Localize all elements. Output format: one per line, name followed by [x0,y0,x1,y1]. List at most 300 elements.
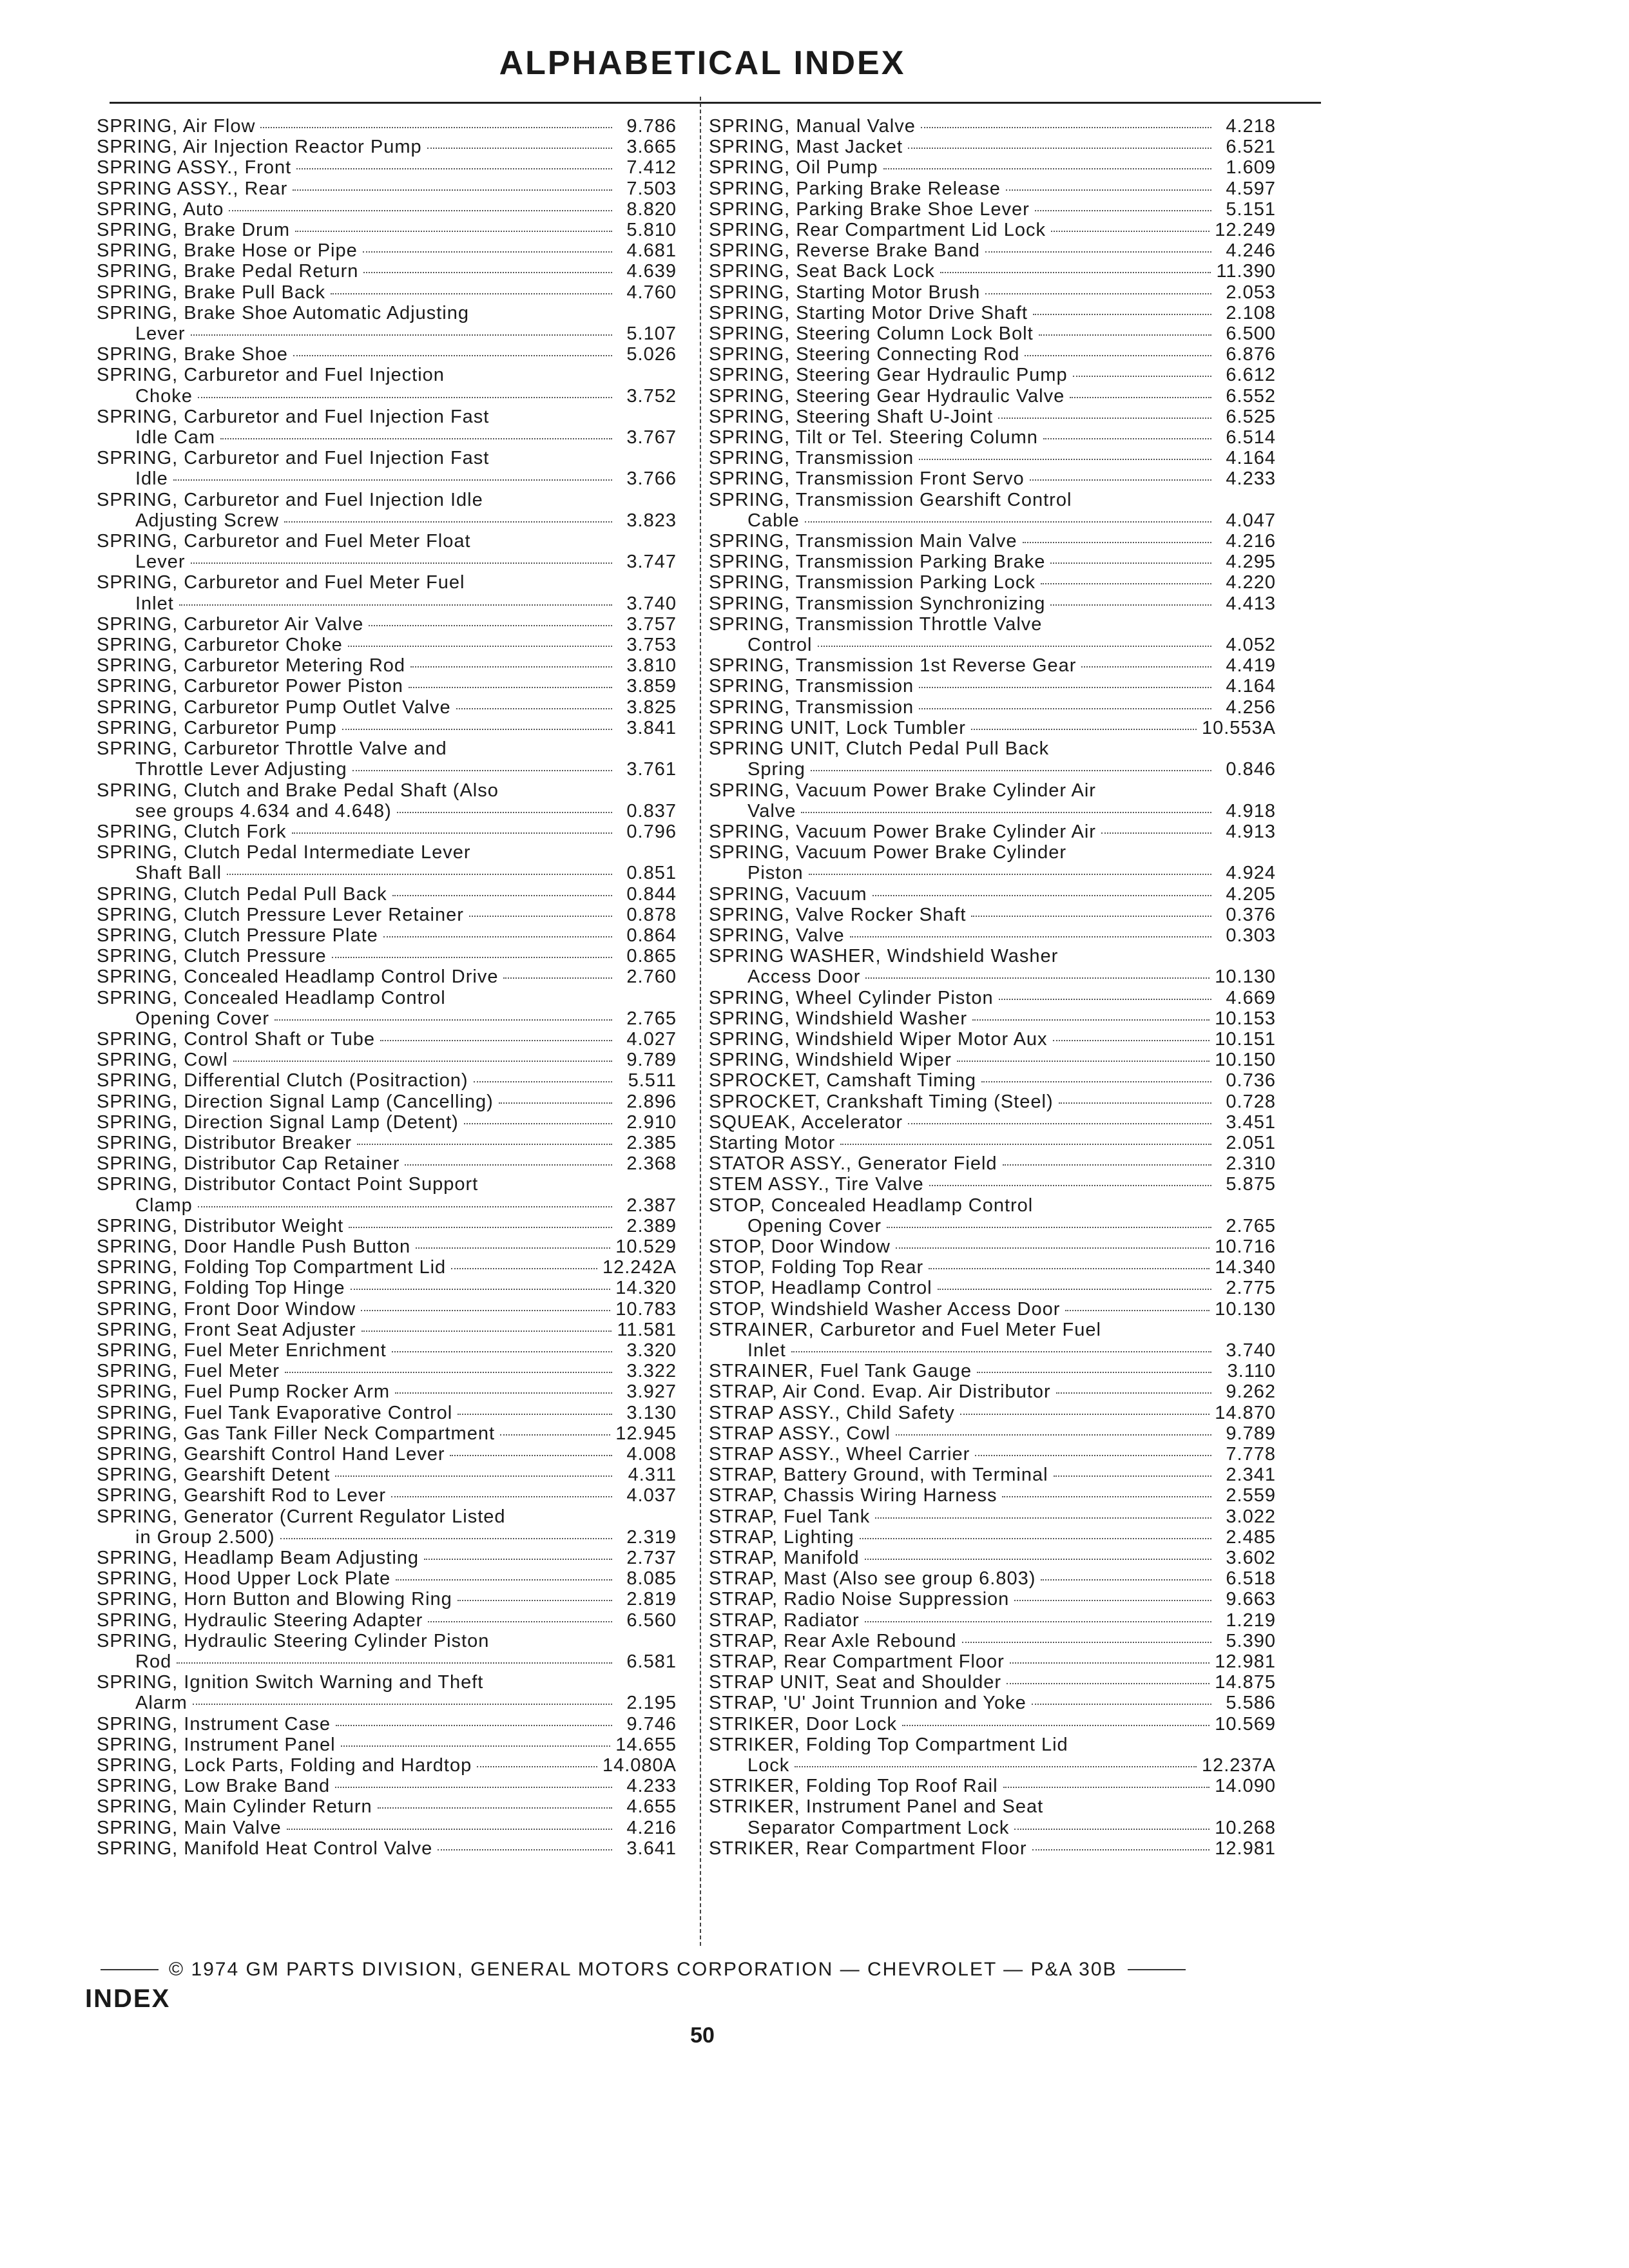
dot-leader [801,812,1211,813]
dot-leader [499,1102,612,1104]
index-entry [709,1361,1276,1381]
group-number: 10.151 [1215,1028,1276,1050]
dot-leader [503,977,612,979]
group-number: 0.865 [626,946,677,967]
group-number: 6.581 [626,1651,677,1673]
group-number: 10.783 [615,1298,677,1320]
index-column-left [97,116,677,1859]
index-entry [97,1403,677,1423]
entry-line [97,386,677,407]
entry-text: STRAP ASSY., Cowl [709,1423,891,1444]
entry-text: Inlet [747,1340,786,1361]
entry-line [97,407,677,427]
entry-text: Control [747,635,813,656]
entry-text: SPRING, Carburetor Throttle Valve and [97,738,447,760]
dot-leader [1073,376,1211,377]
dot-leader [383,936,612,937]
entry-line [709,780,1276,801]
group-number: 12.945 [615,1423,677,1444]
group-number: 0.864 [626,925,677,946]
index-entry [709,1133,1276,1153]
dot-leader [229,210,612,211]
index-entry [709,1008,1276,1029]
group-number: 5.026 [626,344,677,365]
entry-line [97,614,677,635]
entry-text: see groups 4.634 and 4.648) [135,800,392,822]
index-entry [709,905,1276,925]
entry-line [709,240,1276,261]
entry-line [709,1631,1276,1651]
entry-line [97,842,677,863]
dot-leader [227,874,612,875]
entry-text: SPRING, Carburetor and Fuel Injection Idle [97,489,483,510]
index-entry [97,572,677,613]
entry-line [709,1216,1276,1236]
dot-leader [1041,583,1211,584]
dot-leader [351,1289,611,1290]
entry-text: SPRING, Steering Gear Hydraulic Valve [709,385,1065,407]
entry-text: SPRING, Vacuum Power Brake Cylinder Air [709,821,1096,842]
entry-line [709,178,1276,199]
entry-line [709,1195,1276,1216]
entry-line [97,1818,677,1838]
dot-leader [293,355,612,356]
entry-text: SPRING, Gas Tank Filler Neck Compartment [97,1423,496,1444]
entry-line [709,822,1276,842]
index-entry [709,178,1276,199]
entry-text: STRAINER, Fuel Tank Gauge [709,1361,972,1382]
entry-line [709,759,1276,780]
entry-line [97,1133,677,1153]
group-number: 2.108 [1226,302,1276,323]
index-entry [709,1444,1276,1465]
index-entry [709,925,1276,946]
index-entry [709,1610,1276,1631]
entry-text: SPRING, Differential Clutch (Positraction) [97,1070,468,1091]
group-number: 4.164 [1226,448,1276,469]
dot-leader [287,1829,612,1830]
group-number: 10.130 [1215,966,1276,988]
dot-leader [960,1414,1210,1415]
group-number: 11.390 [1216,261,1276,282]
entry-line [97,966,677,987]
dot-leader [173,479,612,481]
group-number: 14.655 [615,1734,677,1755]
entry-text: Idle [135,468,168,490]
dot-leader [999,999,1211,1000]
index-entry [709,676,1276,697]
entry-line [709,1838,1276,1859]
entry-text: SPRING, Steering Shaft U-Joint [709,406,993,427]
index-entry [709,1070,1276,1091]
entry-line [97,1320,677,1340]
group-number: 4.924 [1226,863,1276,884]
index-entry [709,1381,1276,1402]
dot-leader [395,1392,612,1394]
footer-rule-right [1128,1969,1186,1970]
index-entry [97,178,677,199]
index-entry [97,635,677,655]
group-number: 4.037 [626,1485,677,1506]
dot-leader [921,127,1211,128]
dot-leader [363,251,612,253]
dot-leader [1081,666,1211,668]
entry-text: in Group 2.500) [135,1526,275,1548]
dot-leader [378,1807,612,1809]
index-entry [97,1444,677,1465]
entry-text: Opening Cover [135,1008,270,1029]
entry-line [97,1796,677,1817]
index-entry [97,905,677,925]
dot-leader [352,770,612,771]
entry-text: Spring [747,759,805,780]
dot-leader [335,1787,612,1788]
entry-line [709,1008,1276,1029]
group-number: 10.268 [1215,1817,1276,1838]
group-number: 12.249 [1215,220,1276,241]
index-entry [97,614,677,635]
group-number: 8.085 [626,1568,677,1590]
entry-text: SPRING, Clutch Pedal Pull Back [97,883,387,905]
index-entry [709,365,1276,385]
entry-text: SPRING, Direction Signal Lamp (Cancelling) [97,1091,494,1112]
dot-leader [929,1185,1211,1186]
index-entry [709,468,1276,489]
index-entry [97,1465,677,1485]
entry-line [709,468,1276,489]
entry-text: Piston [747,863,804,884]
entry-line [709,282,1276,303]
entry-line [709,427,1276,448]
entry-line [97,1153,677,1174]
entry-line [97,925,677,946]
entry-text: SPRING, Instrument Panel [97,1734,336,1755]
dot-leader [1030,479,1211,481]
dot-leader [919,459,1211,460]
entry-text: STRAP, Lighting [709,1526,854,1548]
dot-leader [938,1289,1211,1290]
index-entry [709,137,1276,157]
group-number: 4.413 [1226,593,1276,614]
index-entry [709,240,1276,261]
group-number: 12.981 [1215,1838,1276,1859]
entry-line [97,1693,677,1713]
entry-text: SPRING, Air Flow [97,116,256,137]
entry-text: SPRING, Reverse Brake Band [709,240,980,262]
dot-leader [342,729,612,730]
group-number: 6.552 [1226,385,1276,407]
entry-text: SPRING, Clutch and Brake Pedal Shaft (Also [97,780,499,801]
entry-text: STRAP, Mast (Also see group 6.803) [709,1568,1036,1590]
entry-text: STRAP UNIT, Seat and Shoulder [709,1672,1002,1693]
entry-text: SPRING, Valve Rocker Shaft [709,904,967,925]
entry-line [97,801,677,822]
dot-leader [975,1455,1211,1456]
entry-line [709,988,1276,1008]
index-entry [709,655,1276,676]
index-entry [709,884,1276,905]
group-number: 10.153 [1215,1008,1276,1029]
entry-line [709,1361,1276,1381]
entry-line [97,1403,677,1423]
entry-line [709,676,1276,697]
entry-line [709,884,1276,905]
group-number: 3.767 [626,427,677,448]
entry-line [709,1527,1276,1548]
entry-line [97,572,677,593]
group-number: 14.320 [615,1278,677,1299]
dot-leader [285,1372,612,1373]
entry-text: SPRING, Transmission [709,448,914,469]
group-number: 2.319 [626,1526,677,1548]
dot-leader [416,1247,610,1249]
group-number: 2.389 [626,1215,677,1236]
entry-line [709,1796,1276,1817]
dot-leader [940,272,1211,273]
dot-leader [191,562,612,564]
entry-line [97,905,677,925]
entry-text: STOP, Headlamp Control [709,1278,932,1299]
dot-leader [193,1704,612,1705]
index-entry [97,1236,677,1257]
entry-line [97,157,677,178]
entry-line [97,1651,677,1672]
index-entry [709,1236,1276,1257]
index-entry [97,1153,677,1174]
entry-line [709,261,1276,282]
index-entry [97,1029,677,1050]
entry-text: SPRING UNIT, Clutch Pedal Pull Back [709,738,1050,760]
entry-text: SPRING, Rear Compartment Lid Lock [709,220,1046,241]
group-number: 6.518 [1226,1568,1276,1590]
entry-text: SPRING, Wheel Cylinder Piston [709,987,994,1008]
group-number: 14.875 [1215,1672,1276,1693]
entry-text: STEM ASSY., Tire Valve [709,1174,924,1195]
entry-text: SPRING, Transmission Throttle Valve [709,613,1043,635]
index-entry [709,1672,1276,1693]
dot-leader [1006,189,1211,191]
index-entry [709,946,1276,987]
footer-rule-left [101,1969,159,1970]
group-number: 6.514 [1226,427,1276,448]
entry-text: SPRING, Hydraulic Steering Cylinder Piston [97,1630,490,1651]
entry-text: Separator Compartment Lock [747,1817,1010,1838]
dot-leader [972,1019,1210,1021]
dot-leader [971,916,1211,917]
group-number: 3.841 [626,717,677,738]
entry-line [709,697,1276,718]
dot-leader [1043,438,1211,439]
entry-text: Valve [747,800,796,822]
index-entry [709,261,1276,282]
group-number: 12.981 [1215,1651,1276,1673]
group-number: 3.665 [626,137,677,158]
dot-leader [198,397,612,398]
header-rule [110,102,1321,104]
entry-line [97,199,677,220]
dot-leader [865,977,1210,979]
entry-line [709,303,1276,323]
entry-line [97,635,677,655]
group-number: 6.612 [1226,365,1276,386]
dot-leader [818,646,1212,647]
group-number: 2.387 [626,1195,677,1216]
group-number: 9.789 [626,1050,677,1071]
dot-leader [865,1621,1211,1622]
dot-leader [397,812,612,813]
entry-text: SPRING, Cowl [97,1050,228,1071]
entry-line [97,552,677,572]
entry-text: SPRING, Manual Valve [709,116,916,137]
dot-leader [872,895,1211,896]
group-number: 4.639 [626,261,677,282]
entry-line [97,1340,677,1361]
dot-leader [865,1559,1211,1560]
entry-text: Lock [747,1755,790,1776]
entry-line [709,220,1276,240]
entry-text: SPRING, Clutch Fork [97,821,287,842]
group-number: 3.823 [626,510,677,531]
entry-line [97,1050,677,1070]
index-entry [709,1112,1276,1133]
index-entry [709,1195,1276,1236]
entry-text: SPRING, Parking Brake Release [709,178,1001,199]
group-number: 2.485 [1226,1526,1276,1548]
dot-leader [349,1227,612,1228]
group-number: 0.837 [626,800,677,822]
index-entry [97,946,677,966]
index-entry [97,988,677,1029]
group-number: 3.130 [626,1402,677,1423]
index-entry [709,1403,1276,1423]
entry-text: SPRING, Gearshift Control Hand Lever [97,1444,445,1465]
group-number: 12.237A [1201,1755,1276,1776]
entry-line [97,1714,677,1735]
group-number: 2.385 [626,1132,677,1153]
entry-text: STRIKER, Folding Top Compartment Lid [709,1734,1068,1755]
group-number: 9.786 [626,116,677,137]
group-number: 4.233 [626,1776,677,1797]
entry-text: SPRING, Clutch Pressure Lever Retainer [97,904,464,925]
group-number: 3.810 [626,655,677,677]
group-number: 5.107 [626,323,677,345]
dot-leader [438,1849,612,1850]
group-number: 6.876 [1226,344,1276,365]
dot-leader [392,1351,612,1352]
entry-text: SPRING, Brake Pull Back [97,282,325,303]
entry-line [97,1589,677,1610]
entry-line [97,988,677,1008]
group-number: 3.753 [626,635,677,656]
entry-text: SPRING, Brake Pedal Return [97,261,359,282]
group-number: 3.740 [1226,1340,1276,1361]
dot-leader [341,1745,611,1747]
group-number: 4.655 [626,1796,677,1818]
index-entry [709,448,1276,468]
entry-line [97,655,677,676]
dot-leader [981,1081,1211,1082]
entry-line [97,676,677,697]
entry-line [97,1631,677,1651]
group-number: 10.150 [1215,1050,1276,1071]
index-entry [97,1361,677,1381]
entry-line [97,1112,677,1133]
index-entry [709,738,1276,780]
dot-leader [260,127,612,128]
group-number: 11.581 [617,1319,677,1340]
dot-leader [1070,397,1211,398]
entry-text: SPRING, Instrument Case [97,1713,331,1735]
entry-text: SPRING, Headlamp Beam Adjusting [97,1548,419,1569]
entry-text: SPRING, Parking Brake Shoe Lever [709,198,1030,220]
entry-text: SQUEAK, Accelerator [709,1111,903,1133]
dot-leader [464,1123,612,1124]
dot-leader [1023,542,1212,543]
group-number: 4.246 [1226,240,1276,262]
dot-leader [275,1019,612,1021]
dot-leader [1035,210,1211,211]
group-number: 1.609 [1226,157,1276,178]
group-number: 8.820 [626,198,677,220]
dot-leader [957,1061,1210,1062]
entry-text: SPRING WASHER, Windshield Washer [709,946,1059,967]
entry-line [97,137,677,157]
dot-leader [1032,1849,1210,1850]
entry-text: SPRING, Main Valve [97,1817,282,1838]
index-entry [97,1631,677,1672]
entry-text: SPRING, Transmission Main Valve [709,531,1017,552]
index-entry [709,386,1276,407]
dot-leader [1101,832,1211,834]
entry-text: SPRING, Fuel Meter [97,1361,280,1382]
dot-leader [1007,1683,1210,1684]
entry-text: SPRING, Tilt or Tel. Steering Column [709,427,1038,448]
index-entry [97,822,677,842]
index-entry [97,1050,677,1070]
entry-text: SPRING, Clutch Pressure Plate [97,925,378,946]
entry-line [97,780,677,801]
dot-leader [919,708,1211,709]
dot-leader [363,272,612,273]
dot-leader [474,1081,612,1082]
dot-leader [887,1227,1211,1228]
entry-line [97,1091,677,1112]
entry-text: SPRING, Front Door Window [97,1298,356,1320]
group-number: 12.242A [602,1257,677,1278]
index-entry [709,303,1276,323]
entry-line [709,1672,1276,1693]
entry-line [97,427,677,448]
group-number: 4.164 [1226,676,1276,697]
group-number: 4.027 [626,1028,677,1050]
dot-leader [1059,1102,1211,1104]
entry-text: SPRING, Carburetor and Fuel Injection [97,365,445,386]
entry-text: STRIKER, Folding Top Roof Rail [709,1776,998,1797]
dot-leader [971,729,1197,730]
entry-text: SPRING, Carburetor Metering Rod [97,655,406,677]
index-entry [97,1485,677,1506]
dot-leader [198,1206,612,1207]
entry-line [709,1735,1276,1755]
entry-line [709,137,1276,157]
index-entry [97,1610,677,1631]
index-entry [709,1153,1276,1174]
index-entry [709,1506,1276,1527]
entry-text: Shaft Ball [135,863,222,884]
group-number: 0.844 [626,883,677,905]
entry-line [709,1029,1276,1050]
entry-text: SPRING, Concealed Headlamp Control [97,987,446,1008]
